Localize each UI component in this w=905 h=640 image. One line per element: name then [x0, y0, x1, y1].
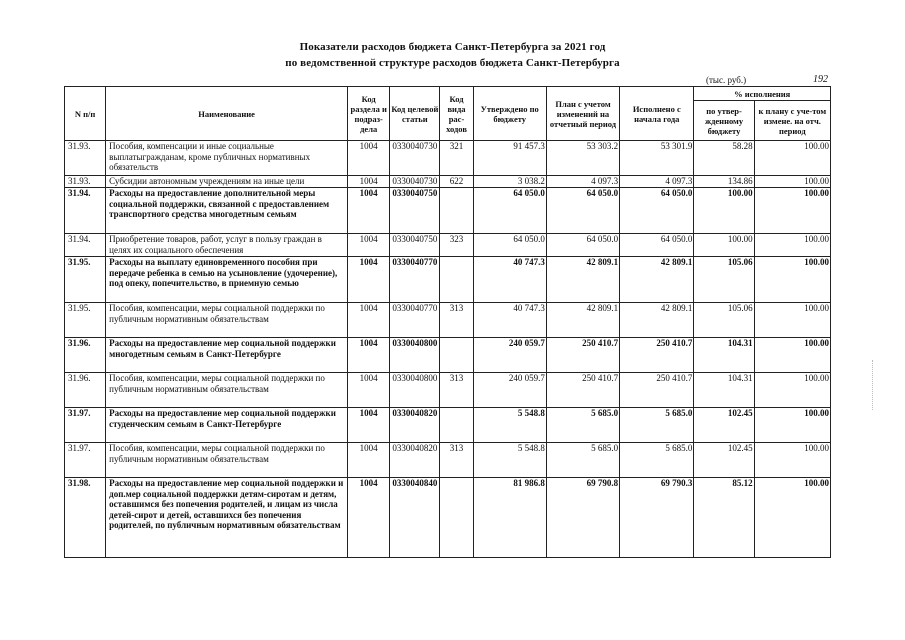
cell-executed: 42 809.1 — [620, 303, 694, 338]
cell-pct-budget: 105.06 — [694, 257, 754, 303]
cell-approved: 40 747.3 — [473, 257, 546, 303]
cell-target: 0330040800 — [390, 338, 440, 373]
cell-num: 31.94. — [65, 188, 106, 234]
header-section: Код раздела и подраз-дела — [348, 87, 390, 141]
cell-name: Приобретение товаров, работ, услуг в пользу граждан в целях их социального обеспечения — [106, 234, 348, 257]
cell-name: Субсидии автономным учреждениям на иные цели — [106, 176, 348, 188]
cell-pct-budget: 85.12 — [694, 478, 754, 558]
cell-plan: 64 050.0 — [546, 188, 619, 234]
cell-pct-budget: 58.28 — [694, 141, 754, 176]
cell-section: 1004 — [348, 141, 390, 176]
cell-section: 1004 — [348, 478, 390, 558]
cell-kind: 313 — [440, 303, 473, 338]
budget-table — [64, 86, 831, 558]
cell-target: 0330040770 — [390, 257, 440, 303]
table-row — [65, 338, 831, 373]
table-row — [65, 176, 831, 188]
cell-approved: 91 457.3 — [473, 141, 546, 176]
cell-plan: 5 685.0 — [546, 443, 619, 478]
cell-section: 1004 — [348, 303, 390, 338]
cell-plan: 69 790.8 — [546, 478, 619, 558]
cell-target: 0330040840 — [390, 478, 440, 558]
cell-pct-plan: 100.00 — [754, 257, 830, 303]
cell-target: 0330040750 — [390, 234, 440, 257]
header-name: Наименование — [106, 87, 348, 141]
cell-name: Расходы на выплату единовременного пособия при передаче ребенка в семью на усыновление (удочерение), под опеку, попечительство, в приемную семью — [106, 257, 348, 303]
cell-pct-budget: 104.31 — [694, 373, 754, 408]
cell-plan: 53 303.2 — [546, 141, 619, 176]
cell-plan: 250 410.7 — [546, 373, 619, 408]
cell-name: Пособия, компенсации и иные социальные выплатыгражданам, кроме публичных нормативных обязательств — [106, 141, 348, 176]
cell-approved: 5 548.8 — [473, 443, 546, 478]
header-pct-group: % исполнения — [694, 87, 831, 101]
cell-plan: 42 809.1 — [546, 257, 619, 303]
cell-section: 1004 — [348, 188, 390, 234]
header-target: Код целевой статьи — [390, 87, 440, 141]
cell-executed: 4 097.3 — [620, 176, 694, 188]
scan-artifact — [872, 360, 874, 410]
cell-pct-budget: 104.31 — [694, 338, 754, 373]
document-subtitle: по ведомственной структуре расходов бюджета Санкт-Петербурга — [285, 57, 620, 69]
cell-kind: 323 — [440, 234, 473, 257]
cell-target: 0330040820 — [390, 408, 440, 443]
cell-kind: 313 — [440, 373, 473, 408]
cell-kind — [440, 408, 473, 443]
cell-approved: 64 050.0 — [473, 188, 546, 234]
cell-name: Расходы на предоставление мер социальной поддержки студенческим семьям в Санкт-Петербурге — [106, 408, 348, 443]
cell-approved: 240 059.7 — [473, 338, 546, 373]
table-row — [65, 478, 831, 558]
cell-kind: 622 — [440, 176, 473, 188]
cell-pct-plan: 100.00 — [754, 338, 830, 373]
cell-section: 1004 — [348, 443, 390, 478]
table-row — [65, 373, 831, 408]
cell-name: Пособия, компенсации, меры социальной поддержки по публичным нормативным обязательствам — [106, 443, 348, 478]
cell-num: 31.95. — [65, 257, 106, 303]
cell-kind: 321 — [440, 141, 473, 176]
table-row — [65, 188, 831, 234]
cell-pct-plan: 100.00 — [754, 408, 830, 443]
cell-pct-plan: 100.00 — [754, 234, 830, 257]
cell-pct-plan: 100.00 — [754, 188, 830, 234]
cell-num: 31.93. — [65, 141, 106, 176]
cell-num: 31.94. — [65, 234, 106, 257]
cell-target: 0330040820 — [390, 443, 440, 478]
cell-executed: 64 050.0 — [620, 234, 694, 257]
cell-pct-budget: 102.45 — [694, 443, 754, 478]
cell-pct-plan: 100.00 — [754, 373, 830, 408]
header-pct-budget: по утвер-жденному бюджету — [694, 101, 754, 141]
cell-name: Расходы на предоставление мер социальной поддержки многодетным семьям в Санкт-Петербурге — [106, 338, 348, 373]
cell-executed: 250 410.7 — [620, 338, 694, 373]
cell-section: 1004 — [348, 408, 390, 443]
cell-name: Пособия, компенсации, меры социальной поддержки по публичным нормативным обязательствам — [106, 373, 348, 408]
cell-executed: 69 790.3 — [620, 478, 694, 558]
cell-num: 31.97. — [65, 443, 106, 478]
cell-target: 0330040770 — [390, 303, 440, 338]
cell-pct-plan: 100.00 — [754, 303, 830, 338]
cell-num: 31.96. — [65, 373, 106, 408]
cell-plan: 5 685.0 — [546, 408, 619, 443]
cell-pct-budget: 100.00 — [694, 188, 754, 234]
cell-executed: 64 050.0 — [620, 188, 694, 234]
table-row — [65, 408, 831, 443]
cell-executed: 5 685.0 — [620, 408, 694, 443]
table-row — [65, 303, 831, 338]
table-row — [65, 141, 831, 176]
cell-name: Расходы на предоставление дополнительной меры социальной поддержки, связанной с предоставлением транспортного средства многодетным семьям — [106, 188, 348, 234]
cell-approved: 64 050.0 — [473, 234, 546, 257]
cell-section: 1004 — [348, 176, 390, 188]
cell-section: 1004 — [348, 257, 390, 303]
header-pct-plan: к плану с уче-том измене. на отч. период — [754, 101, 830, 141]
page-number: 192 — [813, 74, 828, 85]
cell-pct-plan: 100.00 — [754, 478, 830, 558]
table-body — [65, 141, 831, 558]
cell-num: 31.96. — [65, 338, 106, 373]
header-kind: Код вида рас-ходов — [440, 87, 473, 141]
cell-kind — [440, 257, 473, 303]
cell-target: 0330040730 — [390, 141, 440, 176]
document-title: Показатели расходов бюджета Санкт-Петербурга за 2021 год — [299, 41, 606, 53]
cell-pct-budget: 105.06 — [694, 303, 754, 338]
cell-plan: 42 809.1 — [546, 303, 619, 338]
cell-kind — [440, 338, 473, 373]
cell-num: 31.97. — [65, 408, 106, 443]
cell-pct-plan: 100.00 — [754, 443, 830, 478]
cell-plan: 4 097.3 — [546, 176, 619, 188]
cell-pct-plan: 100.00 — [754, 141, 830, 176]
cell-executed: 53 301.9 — [620, 141, 694, 176]
cell-section: 1004 — [348, 234, 390, 257]
cell-approved: 40 747.3 — [473, 303, 546, 338]
cell-kind: 313 — [440, 443, 473, 478]
cell-section: 1004 — [348, 373, 390, 408]
cell-num: 31.93. — [65, 176, 106, 188]
table-row — [65, 257, 831, 303]
cell-name: Расходы на предоставление мер социальной поддержки и доп.мер социальной поддержки детям-сиротам и детям, оставшимся без попечения родителей, и лицам из числа детей-сирот и детей, оставшихся без попечения родителей, по публичным нормативным обязательствам — [106, 478, 348, 558]
cell-plan: 64 050.0 — [546, 234, 619, 257]
cell-pct-budget: 102.45 — [694, 408, 754, 443]
cell-num: 31.95. — [65, 303, 106, 338]
cell-num: 31.98. — [65, 478, 106, 558]
cell-target: 0330040750 — [390, 188, 440, 234]
header-plan: План с учетом изменений на отчетный период — [546, 87, 619, 141]
cell-target: 0330040800 — [390, 373, 440, 408]
cell-pct-budget: 134.86 — [694, 176, 754, 188]
cell-plan: 250 410.7 — [546, 338, 619, 373]
cell-executed: 5 685.0 — [620, 443, 694, 478]
cell-kind — [440, 188, 473, 234]
cell-section: 1004 — [348, 338, 390, 373]
cell-executed: 250 410.7 — [620, 373, 694, 408]
header-approved: Утверждено по бюджету — [473, 87, 546, 141]
cell-kind — [440, 478, 473, 558]
header-num: N п/п — [65, 87, 106, 141]
cell-target: 0330040730 — [390, 176, 440, 188]
header-executed: Исполнено с начала года — [620, 87, 694, 141]
cell-approved: 240 059.7 — [473, 373, 546, 408]
cell-approved: 3 038.2 — [473, 176, 546, 188]
cell-approved: 81 986.8 — [473, 478, 546, 558]
table-row — [65, 234, 831, 257]
units-label: (тыс. руб.) — [706, 75, 747, 85]
cell-executed: 42 809.1 — [620, 257, 694, 303]
cell-name: Пособия, компенсации, меры социальной поддержки по публичным нормативным обязательствам — [106, 303, 348, 338]
cell-pct-budget: 100.00 — [694, 234, 754, 257]
table-row — [65, 443, 831, 478]
cell-approved: 5 548.8 — [473, 408, 546, 443]
cell-pct-plan: 100.00 — [754, 176, 830, 188]
